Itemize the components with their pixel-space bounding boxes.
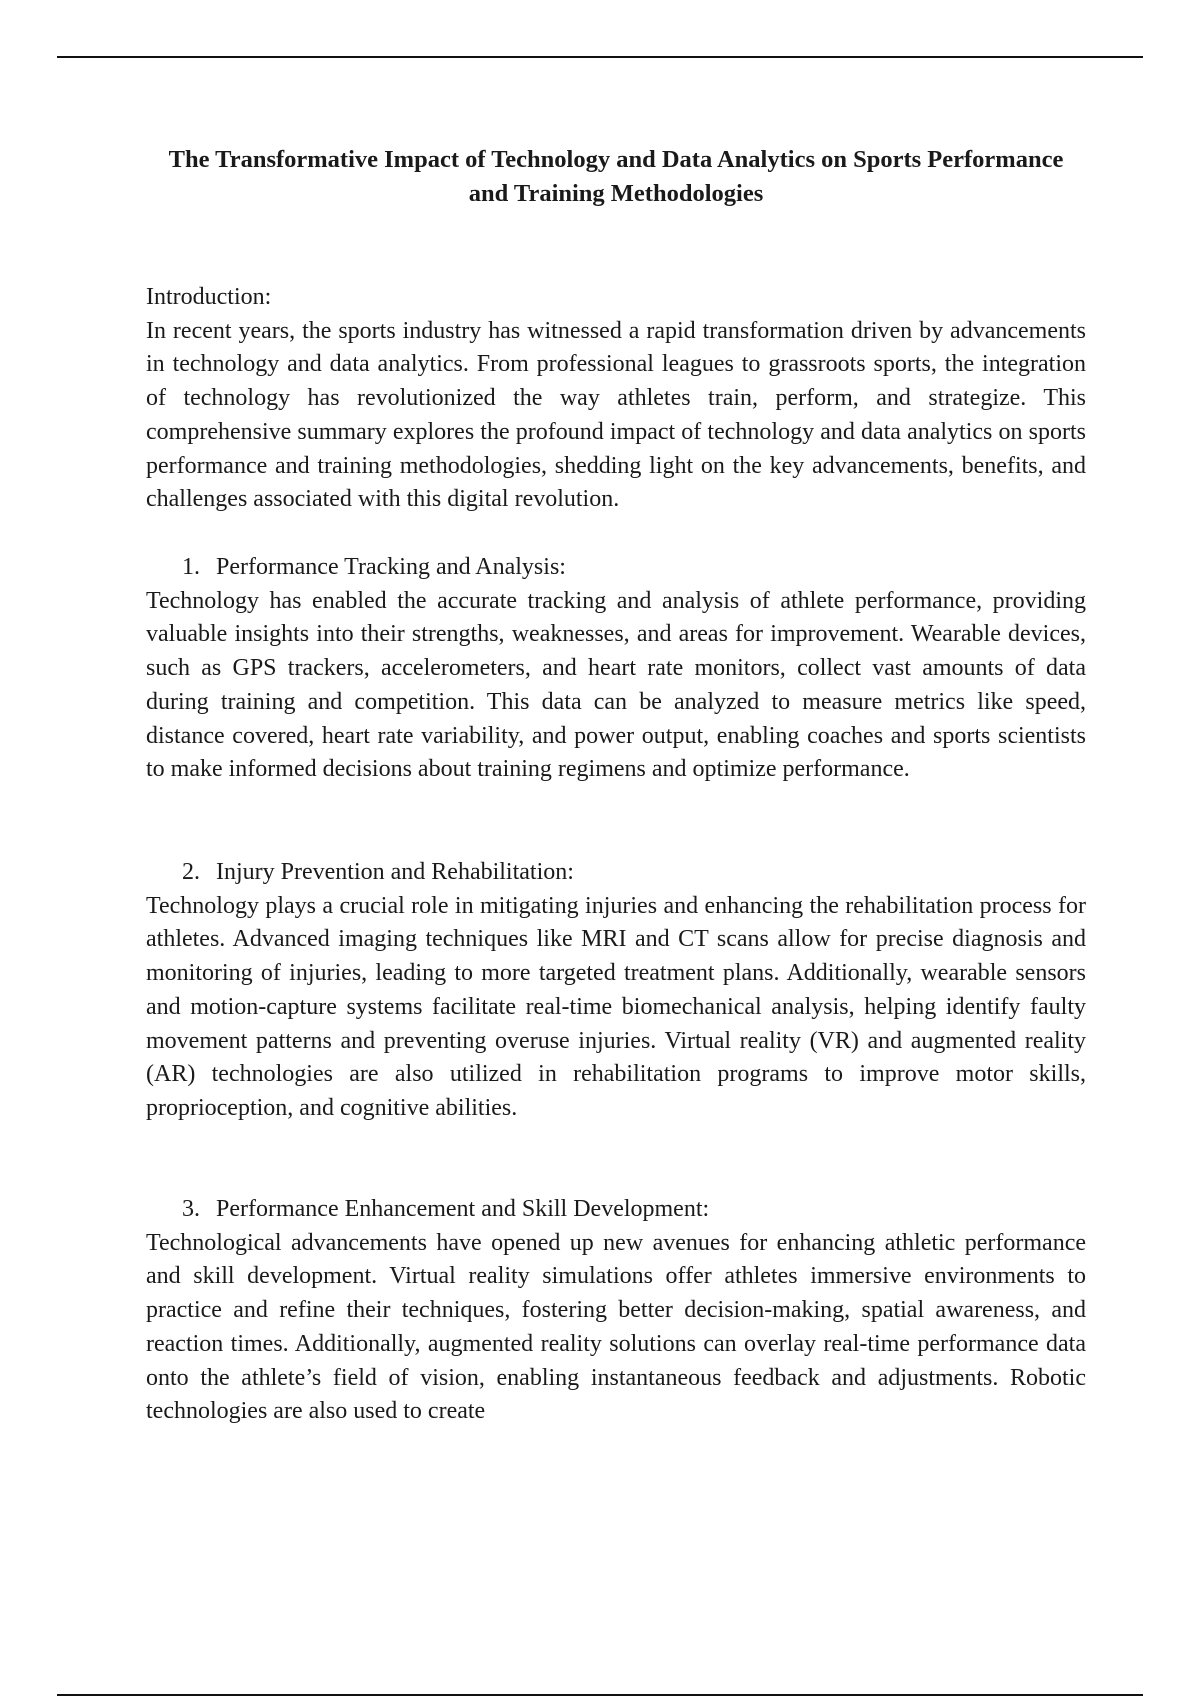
section-title: Injury Prevention and Rehabilitation:	[216, 859, 574, 885]
document-title: The Transformative Impact of Technology and Data Analytics on Sports Performance and Training Methodologies	[168, 146, 1064, 207]
section-injury-prevention	[146, 856, 1086, 1126]
section-heading	[146, 856, 1086, 890]
section-paragraph: Technological advancements have opened up new avenues for enhancing athletic performance and skill development. Virtual reality simulations offer athletes immersive environments to practice and refine their techniques, fostering better decision-making, spatial awareness, and reaction times. Additionally, augmented reality solutions can overlay real-time performance data onto the athlete’s field of vision, enabling instantaneous feedback and adjustments. Robotic technologies are also used to create	[146, 1229, 1086, 1425]
section-paragraph: Technology has enabled the accurate tracking and analysis of athlete performance, providing valuable insights into their strengths, weaknesses, and areas for improvement. Wearable devices, such as GPS trackers, accelerometers, and heart rate monitors, collect vast amounts of data during training and competition. This data can be analyzed to measure metrics like speed, distance covered, heart rate variability, and power output, enabling coaches and sports scientists to make informed decisions about training regimens and optimize performance.	[146, 587, 1086, 783]
section-title: Performance Enhancement and Skill Development:	[216, 1196, 710, 1222]
section-title: Performance Tracking and Analysis:	[216, 554, 566, 580]
section-heading	[146, 1193, 1086, 1227]
section-heading	[146, 551, 1086, 585]
header-rule	[57, 56, 1143, 58]
section-paragraph: Technology plays a crucial role in mitigating injuries and enhancing the rehabilitation process for athletes. Advanced imaging techniques like MRI and CT scans allow for precise diagnosis and monitoring of injuries, leading to more targeted treatment plans. Additionally, wearable sensors and motion-capture systems facilitate real-time biomechanical analysis, helping identify faulty movement patterns and preventing overuse injuries. Virtual reality (VR) and augmented reality (AR) technologies are also utilized in rehabilitation programs to improve motor skills, proprioception, and cognitive abilities.	[146, 892, 1086, 1121]
section-number: 2.	[182, 859, 200, 885]
introduction-label: Introduction:	[146, 284, 272, 310]
footer-rule	[57, 1694, 1143, 1696]
section-number: 1.	[182, 554, 200, 580]
introduction-block	[146, 281, 1086, 517]
section-performance-tracking	[146, 551, 1086, 787]
section-number: 3.	[182, 1196, 200, 1222]
introduction-paragraph: In recent years, the sports industry has witnessed a rapid transformation driven by advancements in technology and data analytics. From professional leagues to grassroots sports, the integration of technology has revolutionized the way athletes train, perform, and strategize. This comprehensive summary explores the profound impact of technology and data analytics on sports performance and training methodologies, shedding light on the key advancements, benefits, and challenges associated with this digital revolution.	[146, 317, 1086, 513]
section-performance-enhancement	[146, 1193, 1086, 1429]
